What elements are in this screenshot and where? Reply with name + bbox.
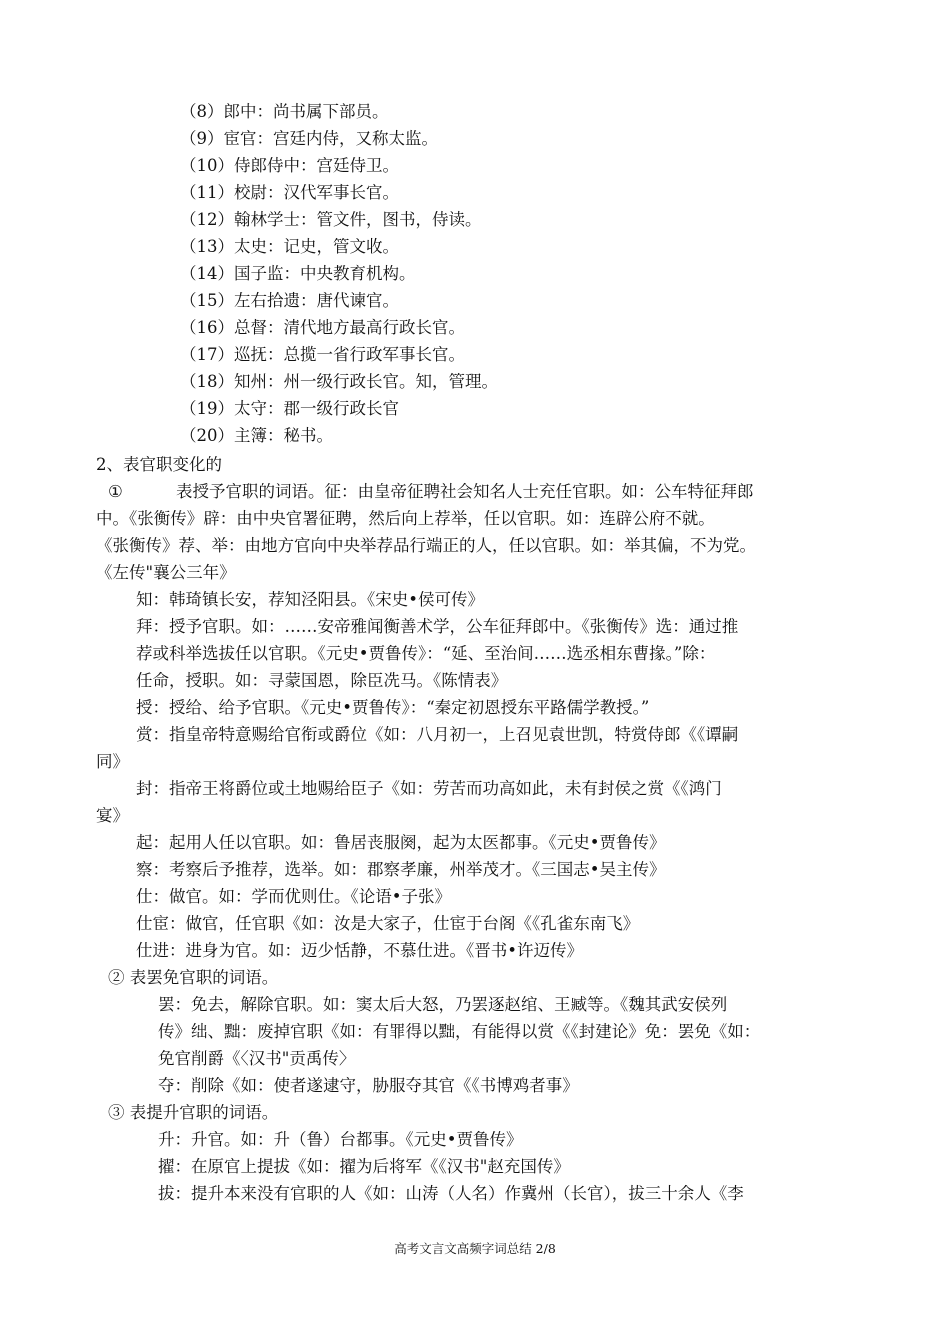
section-title: 2、表官职变化的 <box>96 455 222 474</box>
part1-entry: 同》 <box>96 752 129 771</box>
list-item: （20）主簿：秘书。 <box>180 426 333 445</box>
list-item: （12）翰林学士：管文件，图书，侍读。 <box>180 210 482 229</box>
part1-entry: 起：起用人任以官职。如：鲁居丧服阕，起为太医都事。《元史•贾鲁传》 <box>136 833 666 852</box>
list-item: （10）侍郎侍中：宫廷侍卫。 <box>180 156 399 175</box>
page-footer: 高考文言文高频字词总结 2/8 <box>394 1241 556 1256</box>
list-item: （13）太史：记史，管文收。 <box>180 237 399 256</box>
part1-entry: 封：指帝王将爵位或土地赐给臣子《如：劳苦而功高如此，未有封侯之赏《《鸿门 <box>136 779 722 798</box>
part1-entry: 宴》 <box>96 806 129 825</box>
list-item: （16）总督：清代地方最高行政长官。 <box>180 318 465 337</box>
part3-entry: 擢：在原官上提拔《如：擢为后将军《《汉书"赵充国传》 <box>158 1157 570 1176</box>
part2-entry: 罢：免去，解除官职。如：窦太后大怒，乃罢逐赵绾、王臧等。《魏其武安侯列 <box>158 995 728 1014</box>
part1-entry: 知：韩琦镇长安，荐知泾阳县。《宋史•侯可传》 <box>136 590 484 609</box>
part2-entry: 夺：削除《如：使者遂逮守，胁服夺其官《《书博鸡者事》 <box>158 1076 579 1095</box>
list-item: （19）太守：郡一级行政长官 <box>180 399 399 418</box>
part3-entry: 拔：提升本来没有官职的人《如：山涛（人名）作冀州（长官），拔三十余人《李 <box>158 1184 744 1203</box>
list-item: （14）国子监：中央教育机构。 <box>180 264 416 283</box>
part1-line: 表授予官职的词语。征：由皇帝征聘社会知名人士充任官职。如：公车特征拜郎 <box>176 482 754 501</box>
list-item: （9）宦官：宫廷内侍，又称太监。 <box>180 129 438 148</box>
part1-entry: 仕宦：做官，任官职《如：汝是大家子，仕宦于台阁《《孔雀东南飞》 <box>136 914 640 933</box>
part2-entry: 免官削爵《〈汉书"贡禹传〉 <box>158 1049 356 1068</box>
part3-entry: 升：升官。如：升（鲁）台都事。《元史•贾鲁传》 <box>158 1130 523 1149</box>
part1-entry: 任命，授职。如：寻蒙国恩，除臣冼马。《陈情表》 <box>136 671 508 690</box>
part1-entry: 授：授给、给予官职。《元史•贾鲁传》：“秦定初恩授东平路儒学教授。” <box>136 698 650 717</box>
part1-entry: 赏：指皇帝特意赐给官衔或爵位《如：八月初一，上召见袁世凯，特赏侍郎《《谭嗣 <box>136 725 739 744</box>
part1-entry: 仕：做官。如：学而优则仕。《论语•子张》 <box>136 887 451 906</box>
list-item: （17）巡抚：总揽一省行政军事长官。 <box>180 345 465 364</box>
part1-line: 《张衡传》荐、举：由地方官向中央举荐品行端正的人，任以官职。如：举其偏，不为党。 <box>96 536 756 555</box>
part1-entry: 察：考察后予推荐，选举。如：郡察孝廉，州举茂才。《三国志•吴主传》 <box>136 860 666 879</box>
part2-entry: 传》绌、黜：废掉官职《如：有罪得以黜，有能得以赏《《封建论》免：罢免《如： <box>158 1022 761 1041</box>
part1-entry: 拜：授予官职。如：……安帝雅闻衡善术学，公车征拜郎中。《张衡传》选：通过推 <box>136 617 739 636</box>
part1-marker: ① <box>108 482 123 501</box>
part1-line: 《左传"襄公三年》 <box>96 563 236 582</box>
part1-entry: 仕进：进身为官。如：迈少恬静，不慕仕进。《晋书•许迈传》 <box>136 941 583 960</box>
list-item: （18）知州：州一级行政长官。知，管理。 <box>180 372 498 391</box>
part3-title: ③ 表提升官职的词语。 <box>108 1103 279 1122</box>
part1-entry: 荐或科举选拔任以官职。《元史•贾鲁传》：“延、至治间……选丞相东曹掾。”除： <box>136 644 716 663</box>
list-item: （11）校尉：汉代军事长官。 <box>180 183 399 202</box>
part2-title: ② 表罢免官职的词语。 <box>108 968 279 987</box>
list-item: （8）郎中：尚书属下部员。 <box>180 102 389 121</box>
list-item: （15）左右拾遗：唐代谏官。 <box>180 291 399 310</box>
part1-line: 中。《张衡传》辟：由中央官署征聘，然后向上荐举，任以官职。如：连辟公府不就。 <box>96 509 715 528</box>
